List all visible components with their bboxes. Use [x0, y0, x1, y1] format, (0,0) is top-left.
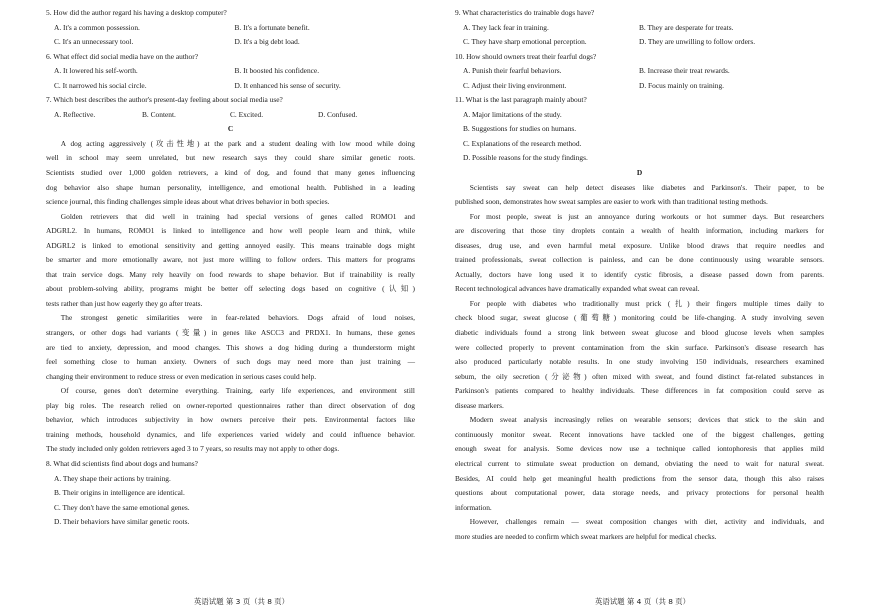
- q11-option-c[interactable]: C. Explanations of the research method.: [463, 138, 582, 148]
- q6-options: [46, 64, 415, 79]
- text-line: published soon, demonstrates how sweat samples are easier to work with than traditional testing methods.: [455, 197, 768, 207]
- q8-option-b[interactable]: B. Their origins in intelligence are identical.: [54, 488, 185, 498]
- passage-c-paragraph-4: [46, 384, 415, 457]
- text-line: The study included only golden retrievers aged 3 to 7 years, so results may not apply to other dogs.: [46, 444, 340, 454]
- q8-option-d[interactable]: D. Their behaviors have similar genetic roots.: [54, 517, 190, 527]
- text-line: Recent technological advances have dramatically expanded what sweat can reveal.: [455, 284, 700, 294]
- text-line: The strongest genetic similarities were in fear-related behaviors. Dogs afraid of loud noises,: [60, 313, 415, 323]
- text-line: sebum, the oily secretion (分泌物) often mixed with sweat, and found distinct fat-related substances in: [455, 371, 824, 381]
- text-line: behavior, which introduces subjectivity in how owners perceive their pets. Environmental factors like: [46, 415, 415, 425]
- passage-d-paragraph-2: [455, 210, 824, 297]
- text-line: were collected properly to prevent contamination from the skin surface. Parkinson's disease research has: [455, 342, 824, 352]
- q9-option-c[interactable]: C. They have sharp emotional perception.: [463, 37, 587, 47]
- passage-d-paragraph-3: [455, 297, 824, 413]
- passage-d-paragraph-4: [455, 413, 824, 515]
- text-line: For most people, sweat is just an annoyance during workouts or hot summer days. But researchers: [469, 211, 824, 221]
- text-line: well in school may seem unrelated, but new research says they could share similar genetic roots.: [46, 153, 415, 163]
- text-line: are tied to anxiety, depression, and mood changes. This shows a dog hiding during a thunderstorm might: [46, 342, 415, 352]
- q6-option-d[interactable]: D. It enhanced his sense of security.: [234, 80, 341, 90]
- q9-options-row2: [455, 35, 824, 50]
- q8-option-a[interactable]: A. They shape their actions by training.: [54, 473, 171, 483]
- q9-option-a[interactable]: A. They lack fear in training.: [463, 22, 549, 32]
- q11-option-a[interactable]: A. Major limitations of the study.: [463, 109, 562, 119]
- q11-option-d[interactable]: D. Possible reasons for the study findings.: [463, 153, 588, 163]
- q10-options-row2: [455, 79, 824, 94]
- text-line: electrical current to stimulate sweat production on demand, obviating the need to wait for natural sweat.: [455, 458, 824, 468]
- left-page: [46, 6, 415, 530]
- text-line: tests rather than just how eagerly they go after treats.: [46, 298, 203, 308]
- section-d-heading: D: [636, 168, 643, 178]
- q11-option-b[interactable]: B. Suggestions for studies on humans.: [463, 124, 577, 134]
- text-line: Actually, doctors have long used it to identify cystic fibrosis, a disease passed down from parents.: [455, 269, 824, 279]
- q10-options: [455, 64, 824, 79]
- text-line: Besides, AI could help get meaningful health predictions from the sensor data, though this also raises: [455, 473, 824, 483]
- passage-c-paragraph-1: [46, 137, 415, 210]
- q9-option-b[interactable]: B. They are desperate for treats.: [639, 22, 734, 32]
- q7-option-b[interactable]: B. Content.: [142, 109, 176, 119]
- right-page-footer: 英语试题 第 4 页（共 8 页）: [595, 597, 691, 606]
- text-line: diseases, drug use, and even harmful metal exposure. Unlike blood draws that require needles and: [455, 240, 824, 250]
- text-line: trained professionals, sweat collection is painless, and can be done continuously using wearable sensors.: [455, 255, 824, 265]
- text-line: However, challenges remain — sweat composition changes with diet, activity and individuals, and: [469, 517, 824, 527]
- q7-option-a[interactable]: A. Reflective.: [54, 109, 96, 119]
- q6-option-b[interactable]: B. It boosted his confidence.: [234, 66, 320, 76]
- q11-stem: 11. What is the last paragraph mainly about?: [455, 95, 587, 105]
- q6-option-a[interactable]: A. It lowered his self-worth.: [54, 66, 138, 76]
- passage-d-paragraph-5: [455, 515, 824, 544]
- text-line: feel something close to human anxiety. Owners of such dogs may need more than just training —: [46, 357, 415, 367]
- q10-option-a[interactable]: A. Punish their fearful behaviors.: [463, 66, 562, 76]
- q5-options: [46, 21, 415, 36]
- q5-option-b[interactable]: B. It's a fortunate benefit.: [234, 22, 310, 32]
- text-line: check blood sugar, sweat glucose (葡萄糖) monitoring could be life-changing. A study involving seven: [455, 313, 824, 323]
- text-line: A dog acting aggressively (攻击性地) at the park and a student dealing with low mood while doing: [60, 138, 415, 148]
- q9-stem: 9. What characteristics do trainable dogs have?: [455, 8, 595, 17]
- text-line: enough sweat for analysis. Some devices now use a technique called iontophoresis that applies mild: [455, 444, 824, 454]
- text-line: play big roles. The research relied on owner-reported questionnaires rather than direct observation of dog: [46, 400, 415, 410]
- q5-options-row2: [46, 35, 415, 50]
- text-line: also produced particularly notable results. In one study involving 150 individuals, researchers examined: [455, 357, 824, 367]
- q7-option-c[interactable]: C. Excited.: [230, 109, 264, 119]
- text-line: Scientists say sweat can help detect diseases like diabetes and Parkinson's. Their paper, to be: [469, 182, 824, 192]
- text-line: more studies are needed to confirm which sweat markers are helpful for medical checks.: [455, 531, 717, 541]
- text-line: strangers, or other dogs had variants (变量) in genes like ASCC3 and PRDX1. In humans, these genes: [46, 328, 415, 338]
- q5-option-d[interactable]: D. It's a big debt load.: [234, 37, 300, 47]
- q7-option-d[interactable]: D. Confused.: [318, 109, 358, 119]
- q8-stem: 8. What did scientists find about dogs and humans?: [46, 458, 198, 468]
- text-line: disease markers.: [455, 400, 504, 410]
- text-line: questions about computational power, data storage needs, and privacy protections for personal health: [455, 488, 824, 498]
- q10-option-d[interactable]: D. Focus mainly on training.: [639, 80, 724, 90]
- text-line: that train service dogs. Many rely heavily on food rewards to shape behavior. But if trainability is really: [46, 269, 415, 279]
- text-line: dog behavior also shape human personality, intelligence, and emotional health. Published in a leading: [46, 182, 415, 192]
- q6-option-c[interactable]: C. It narrowed his social circle.: [54, 80, 147, 90]
- q6-stem: 6. What effect did social media have on the author?: [46, 51, 198, 61]
- text-line: continuously monitor sweat. Recent innovations have tackled one of the biggest challenges, getting: [455, 429, 824, 439]
- text-line: science journal, this finding challenges simple ideas about what drives behavior in both species.: [46, 197, 330, 207]
- text-line: Golden retrievers that did well in training had special versions of genes called ROMO1 and: [60, 211, 415, 221]
- passage-c-paragraph-3: [46, 311, 415, 384]
- q5-option-c[interactable]: C. It's an unnecessary tool.: [54, 37, 134, 47]
- q6-options-row2: [46, 79, 415, 94]
- q7-options: [46, 108, 415, 123]
- q5-option-a[interactable]: A. It's a common possession.: [54, 22, 140, 32]
- q9-option-d[interactable]: D. They are unwilling to follow orders.: [639, 37, 756, 47]
- q10-option-c[interactable]: C. Adjust their living environment.: [463, 80, 567, 90]
- text-line: For people with diabetes who traditionally must prick (扎) their fingers multiple times daily to: [469, 298, 824, 308]
- text-line: information.: [455, 502, 492, 512]
- text-line: Modern sweat analysis increasingly relies on wearable sensors; devices that stick to the skin and: [469, 415, 824, 425]
- left-page-footer: 英语试题 第 3 页（共 8 页）: [194, 597, 290, 606]
- text-line: ADGRL2 is linked to emotional sensitivity and getting annoyed easily. This means trainable dogs might: [46, 240, 415, 250]
- q8-option-c[interactable]: C. They don't have the same emotional genes.: [54, 502, 190, 512]
- text-line: about problem-solving ability, programs might be better off selecting dogs based on cognitive (认知): [46, 284, 415, 294]
- q5-stem: 5. How did the author regard his having a desktop computer?: [46, 8, 227, 17]
- text-line: are discovering that those tiny droplets contain a wealth of health information, including markers for: [455, 226, 824, 236]
- text-line: diabetic individuals found a strong link between sweat glucose and blood glucose levels when samples: [455, 328, 824, 338]
- text-line: Parkinson's patients compared to healthy individuals. These differences in fat composition could serve as: [455, 386, 824, 396]
- text-line: Scientists studied over 1,000 golden retrievers, a kind of dog, and found that many genes influencing: [46, 168, 415, 178]
- passage-c-paragraph-2: [46, 210, 415, 312]
- text-line: ADGRL2. In humans, ROMO1 is linked to intelligence and how well people learn and think, while: [46, 226, 415, 236]
- q9-options: [455, 21, 824, 36]
- section-c-heading: C: [227, 124, 234, 134]
- text-line: Of course, genes don't determine everything. Training, early life experiences, and environment still: [60, 386, 415, 396]
- text-line: changing their environment to reduce stress or even medication in serious cases could help.: [46, 371, 317, 381]
- passage-d-paragraph-1: [455, 181, 824, 210]
- q10-option-b[interactable]: B. Increase their treat rewards.: [639, 66, 730, 76]
- right-page: [455, 6, 824, 544]
- q10-stem: 10. How should owners treat their fearful dogs?: [455, 51, 597, 61]
- text-line: training methods, household dynamics, and life experiences varied widely and could influence behavior.: [46, 429, 415, 439]
- text-line: be smarter and more emotionally aware, not just more willing to follow orders. This matters for programs: [46, 255, 415, 265]
- q7-stem: 7. Which best describes the author's present-day feeling about social media use?: [46, 95, 283, 105]
